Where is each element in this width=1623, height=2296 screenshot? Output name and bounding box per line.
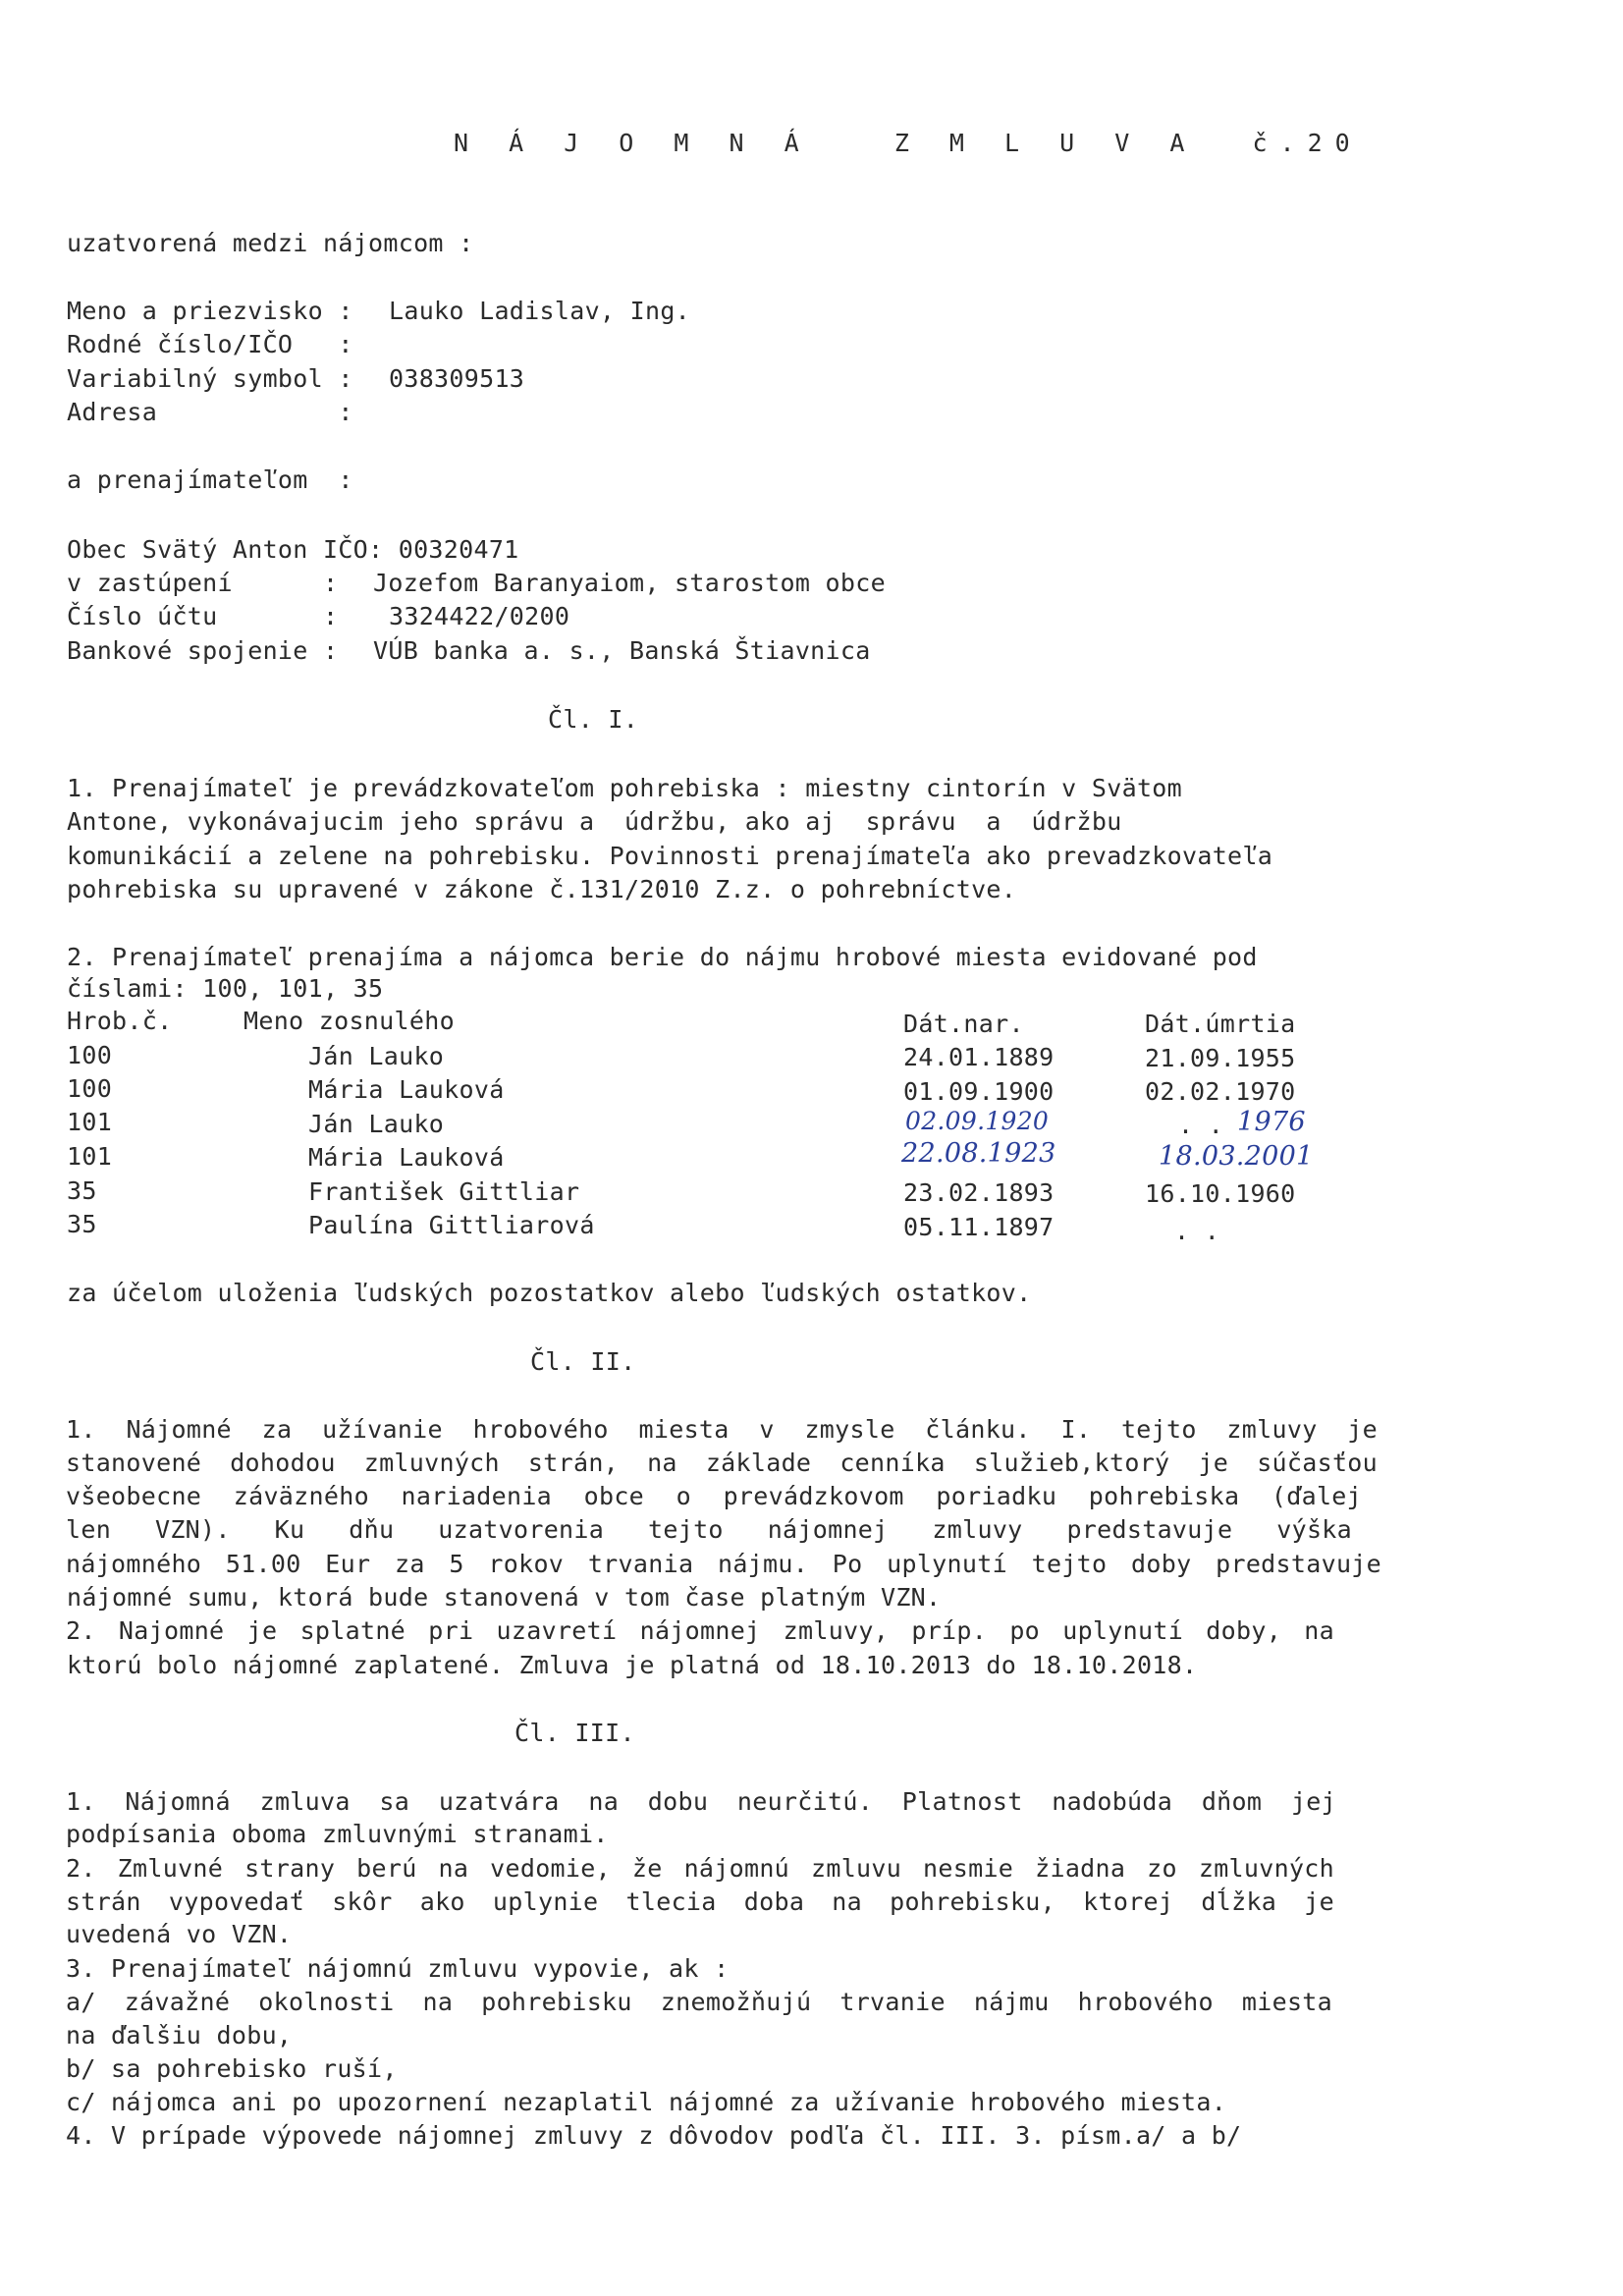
art3-line: strán vypovedať skôr ako uplynie tlecia doba na pohrebisku, ktorej dĺžka je — [66, 1887, 1334, 1916]
table-row-born-handwritten: 22.08.1923 — [901, 1138, 1056, 1169]
art1-p2-line: číslami: 100, 101, 35 — [67, 974, 384, 1003]
art3-line: uvedená vo VZN. — [66, 1920, 293, 1948]
art1-p1-line: pohrebiska su upravené v zákone č.131/2010 Z.z. o pohrebníctve. — [67, 875, 1017, 903]
landlord-bank-value: VÚB banka a. s., Banská Štiavnica — [373, 636, 871, 665]
art3-line: 4. V prípade výpovede nájomnej zmluvy z dôvodov podľa čl. III. 3. písm.a/ a b/ — [66, 2121, 1242, 2150]
table-row-died: 02.02.1970 — [1145, 1077, 1296, 1106]
art3-line: podpísania oboma zmluvnými stranami. — [66, 1820, 609, 1848]
table-row-grave: 101 — [67, 1108, 113, 1136]
purpose-text: za účelom uloženia ľudských pozostatkov alebo ľudských ostatkov. — [67, 1279, 1032, 1307]
table-header-grave: Hrob.č. — [67, 1007, 173, 1035]
art3-line: a/ závažné okolnosti na pohrebisku znemožňujú trvanie nájmu hrobového miesta — [66, 1988, 1332, 2016]
art3-line: 3. Prenajímateľ nájomnú zmluvu vypovie, ak : — [66, 1954, 730, 1983]
tenant-vs-label: Variabilný symbol : — [67, 364, 353, 393]
table-header-died: Dát.úmrtia — [1145, 1010, 1296, 1038]
art1-p1-line: Antone, vykonávajucim jeho správu a údržbu, ako aj správu a údržbu — [67, 807, 1122, 836]
art3-line: 2. Zmluvné strany berú na vedomie, že nájomnú zmluvu nesmie žiadna zo zmluvných — [66, 1854, 1334, 1883]
table-row-died: . . — [1178, 1111, 1224, 1139]
table-row-born-handwritten: 02.09.1920 — [905, 1107, 1050, 1135]
art2-line: len VZN). Ku dňu uzatvorenia tejto nájomnej zmluvy predstavuje výška — [66, 1515, 1352, 1544]
art1-p1-line: 1. Prenajímateľ je prevádzkovateľom pohrebiska : miestny cintorín v Svätom — [67, 774, 1182, 802]
table-row-born: 23.02.1893 — [903, 1178, 1055, 1207]
article-3-heading: Čl. III. — [514, 1719, 635, 1747]
table-row-grave: 35 — [67, 1210, 97, 1238]
tenant-name-label: Meno a priezvisko : — [67, 297, 353, 325]
art2-line: všeobecne záväzného nariadenia obce o prevádzkovom poriadku pohrebiska (ďalej — [66, 1482, 1362, 1510]
art2-line: nájomné sumu, ktorá bude stanovená v tom čase platným VZN. — [67, 1583, 942, 1612]
landlord-rep-value: Jozefom Baranyaiom, starostom obce — [373, 569, 886, 597]
table-row-grave: 100 — [67, 1074, 113, 1103]
table-row-name: Mária Lauková — [308, 1075, 505, 1104]
table-row-grave: 35 — [67, 1176, 97, 1205]
art2-line: nájomného 51.00 Eur za 5 rokov trvania nájmu. Po uplynutí tejto doby predstavuje — [66, 1550, 1381, 1578]
art3-line: 1. Nájomná zmluva sa uzatvára na dobu neurčitú. Platnost nadobúda dňom jej — [66, 1787, 1336, 1816]
landlord-intro: a prenajímateľom : — [67, 465, 353, 494]
art1-p1-line: komunikácií a zelene na pohrebisku. Povinnosti prenajímateľa ako prevadzkovateľa — [67, 842, 1273, 870]
landlord-line: Obec Svätý Anton IČO: 00320471 — [67, 535, 519, 564]
table-row-died-handwritten: 1976 — [1237, 1107, 1306, 1137]
landlord-bank-label: Bankové spojenie : — [67, 636, 339, 665]
art3-line: b/ sa pohrebisko ruší, — [66, 2054, 398, 2083]
document-title: N Á J O M N Á Z M L U V A č.20 — [454, 129, 1363, 157]
landlord-acct-label: Číslo účtu : — [67, 602, 339, 630]
article-2-heading: Čl. II. — [530, 1347, 636, 1376]
art3-line: c/ nájomca ani po upozornení nezaplatil nájomné za užívanie hrobového miesta. — [66, 2088, 1227, 2116]
table-row-grave: 101 — [67, 1142, 113, 1171]
table-row-grave: 100 — [67, 1041, 113, 1069]
art2-line: 1. Nájomné za užívanie hrobového miesta v zmysle článku. I. tejto zmluvy je — [66, 1415, 1378, 1444]
table-header-born: Dát.nar. — [903, 1010, 1024, 1038]
article-1-heading: Čl. I. — [548, 705, 639, 734]
table-row-died: 21.09.1955 — [1145, 1044, 1296, 1072]
landlord-acct-value: 3324422/0200 — [389, 602, 570, 630]
table-row-died: 16.10.1960 — [1145, 1179, 1296, 1208]
art2-line: stanovené dohodou zmluvných strán, na základe cenníka služieb,ktorý je súčasťou — [66, 1449, 1378, 1477]
art2-line: ktorú bolo nájomné zaplatené. Zmluva je platná od 18.10.2013 do 18.10.2018. — [67, 1651, 1198, 1679]
intro-text: uzatvorená medzi nájomcom : — [67, 229, 474, 257]
table-row-name: Ján Lauko — [308, 1042, 445, 1070]
tenant-id-label: Rodné číslo/IČO : — [67, 330, 353, 358]
table-row-died: . . — [1174, 1217, 1220, 1245]
tenant-name-value: Lauko Ladislav, Ing. — [389, 297, 691, 325]
art3-line: na ďalšiu dobu, — [66, 2021, 293, 2050]
table-row-name: Mária Lauková — [308, 1143, 505, 1172]
art1-p2-line: 2. Prenajímateľ prenajíma a nájomca berie do nájmu hrobové miesta evidované pod — [67, 943, 1258, 971]
table-row-name: Paulína Gittliarová — [308, 1211, 595, 1239]
tenant-address-label: Adresa : — [67, 398, 353, 426]
table-row-died-handwritten: 18.03.2001 — [1159, 1141, 1314, 1172]
table-row-name: Ján Lauko — [308, 1110, 445, 1138]
tenant-vs-value: 038309513 — [389, 364, 525, 393]
table-row-name: František Gittliar — [308, 1177, 580, 1206]
table-row-born: 05.11.1897 — [903, 1213, 1055, 1241]
landlord-rep-label: v zastúpení : — [67, 569, 339, 597]
art2-line: 2. Najomné je splatné pri uzavretí nájomnej zmluvy, príp. po uplynutí doby, na — [66, 1616, 1334, 1645]
table-row-born: 01.09.1900 — [903, 1077, 1055, 1106]
table-header-name: Meno zosnulého — [243, 1007, 455, 1035]
table-row-born: 24.01.1889 — [903, 1043, 1055, 1071]
